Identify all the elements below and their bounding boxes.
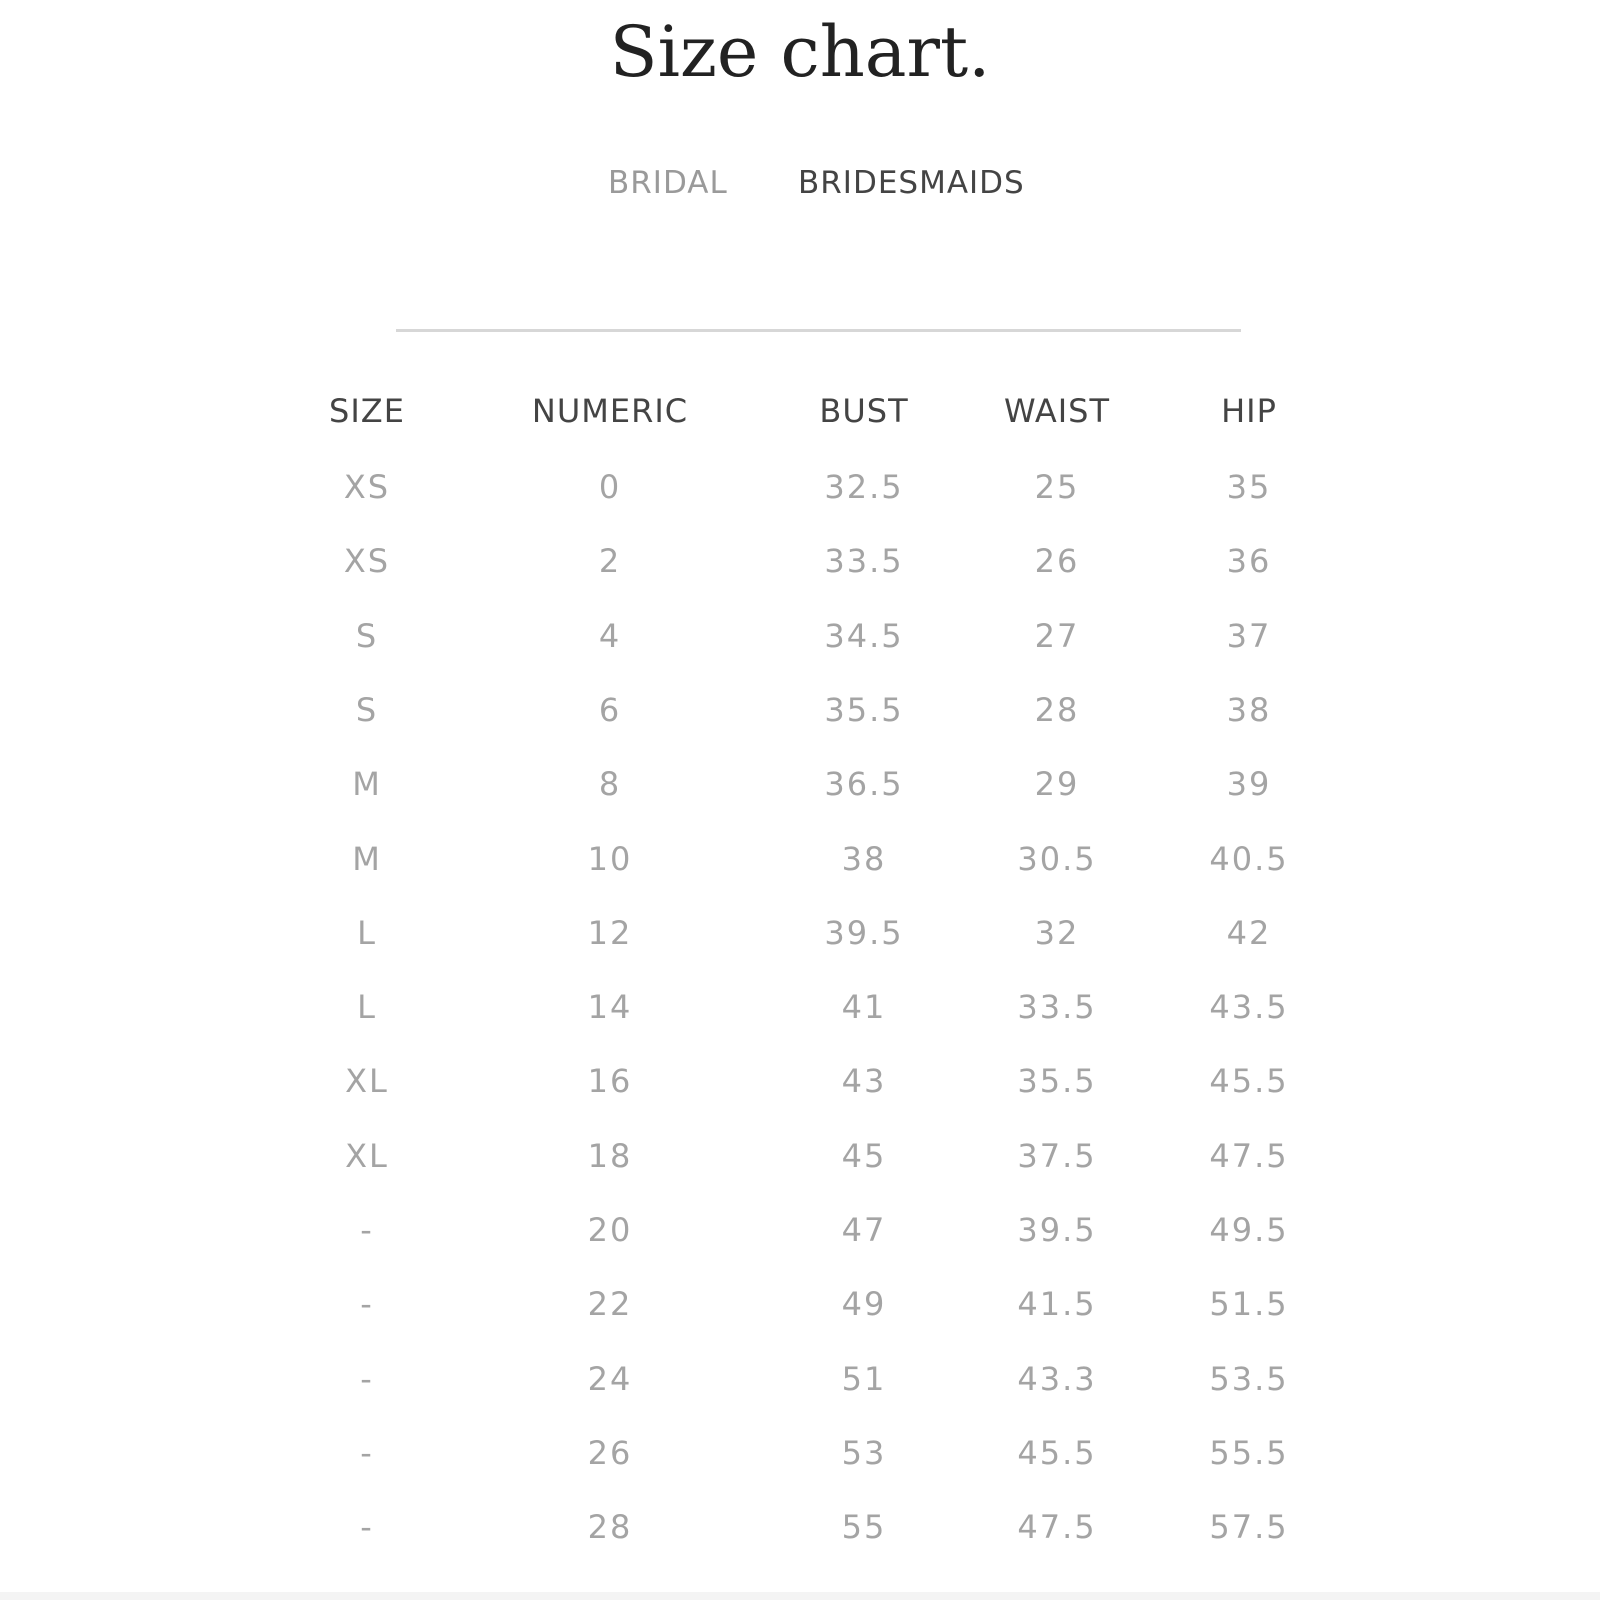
cell-waist: 45.5 (1017, 1434, 1097, 1472)
cell-bust: 53 (841, 1434, 887, 1472)
cell-size: - (360, 1211, 374, 1249)
cell-numeric: 16 (587, 1062, 633, 1100)
column-header-numeric: NUMERIC (531, 392, 689, 430)
column-header-waist: WAIST (1003, 392, 1111, 430)
cell-bust: 51 (841, 1360, 887, 1398)
cell-hip: 36 (1226, 542, 1272, 580)
page-title: Size chart. (609, 11, 991, 93)
cell-bust: 34.5 (824, 617, 904, 655)
cell-numeric: 10 (587, 840, 633, 878)
tab-bridal[interactable]: BRIDAL (608, 165, 728, 201)
cell-waist: 30.5 (1017, 840, 1097, 878)
cell-hip: 38 (1226, 691, 1272, 729)
cell-bust: 33.5 (824, 542, 904, 580)
cell-waist: 32 (1034, 914, 1080, 952)
cell-numeric: 22 (587, 1285, 633, 1323)
cell-hip: 47.5 (1209, 1137, 1289, 1175)
cell-numeric: 12 (587, 914, 633, 952)
cell-hip: 45.5 (1209, 1062, 1289, 1100)
cell-waist: 25 (1034, 468, 1080, 506)
cell-numeric: 14 (587, 988, 633, 1026)
cell-bust: 45 (841, 1137, 887, 1175)
cell-waist: 26 (1034, 542, 1080, 580)
column-header-size: SIZE (329, 392, 405, 430)
cell-hip: 35 (1226, 468, 1272, 506)
cell-hip: 53.5 (1209, 1360, 1289, 1398)
cell-numeric: 8 (598, 765, 622, 803)
cell-size: M (352, 840, 382, 878)
cell-numeric: 4 (598, 617, 622, 655)
cell-waist: 33.5 (1017, 988, 1097, 1026)
cell-bust: 32.5 (824, 468, 904, 506)
cell-size: XS (343, 468, 391, 506)
cell-hip: 49.5 (1209, 1211, 1289, 1249)
cell-waist: 29 (1034, 765, 1080, 803)
page-bottom-edge (0, 1592, 1600, 1600)
cell-bust: 43 (841, 1062, 887, 1100)
cell-hip: 37 (1226, 617, 1272, 655)
cell-numeric: 26 (587, 1434, 633, 1472)
cell-waist: 43.3 (1017, 1360, 1097, 1398)
tab-bridesmaids[interactable]: BRIDESMAIDS (798, 165, 1025, 201)
cell-numeric: 2 (598, 542, 622, 580)
cell-size: XL (345, 1062, 389, 1100)
cell-size: - (360, 1434, 374, 1472)
cell-size: XS (343, 542, 391, 580)
cell-waist: 35.5 (1017, 1062, 1097, 1100)
cell-bust: 39.5 (824, 914, 904, 952)
cell-hip: 42 (1226, 914, 1272, 952)
cell-waist: 47.5 (1017, 1508, 1097, 1546)
cell-size: - (360, 1508, 374, 1546)
cell-bust: 38 (841, 840, 887, 878)
cell-waist: 41.5 (1017, 1285, 1097, 1323)
cell-size: L (357, 988, 377, 1026)
cell-hip: 51.5 (1209, 1285, 1289, 1323)
cell-size: S (355, 691, 379, 729)
cell-size: M (352, 765, 382, 803)
cell-size: XL (345, 1137, 389, 1175)
cell-bust: 41 (841, 988, 887, 1026)
cell-bust: 36.5 (824, 765, 904, 803)
cell-numeric: 28 (587, 1508, 633, 1546)
cell-waist: 28 (1034, 691, 1080, 729)
cell-numeric: 24 (587, 1360, 633, 1398)
cell-numeric: 18 (587, 1137, 633, 1175)
cell-numeric: 6 (598, 691, 622, 729)
cell-numeric: 0 (598, 468, 622, 506)
cell-bust: 47 (841, 1211, 887, 1249)
cell-bust: 49 (841, 1285, 887, 1323)
cell-size: - (360, 1285, 374, 1323)
cell-size: S (355, 617, 379, 655)
cell-numeric: 20 (587, 1211, 633, 1249)
cell-size: - (360, 1360, 374, 1398)
cell-hip: 43.5 (1209, 988, 1289, 1026)
cell-hip: 57.5 (1209, 1508, 1289, 1546)
cell-hip: 40.5 (1209, 840, 1289, 878)
cell-size: L (357, 914, 377, 952)
column-header-hip: HIP (1221, 392, 1277, 430)
cell-bust: 55 (841, 1508, 887, 1546)
cell-waist: 27 (1034, 617, 1080, 655)
cell-waist: 39.5 (1017, 1211, 1097, 1249)
cell-waist: 37.5 (1017, 1137, 1097, 1175)
cell-hip: 55.5 (1209, 1434, 1289, 1472)
column-header-bust: BUST (819, 392, 909, 430)
cell-bust: 35.5 (824, 691, 904, 729)
cell-hip: 39 (1226, 765, 1272, 803)
